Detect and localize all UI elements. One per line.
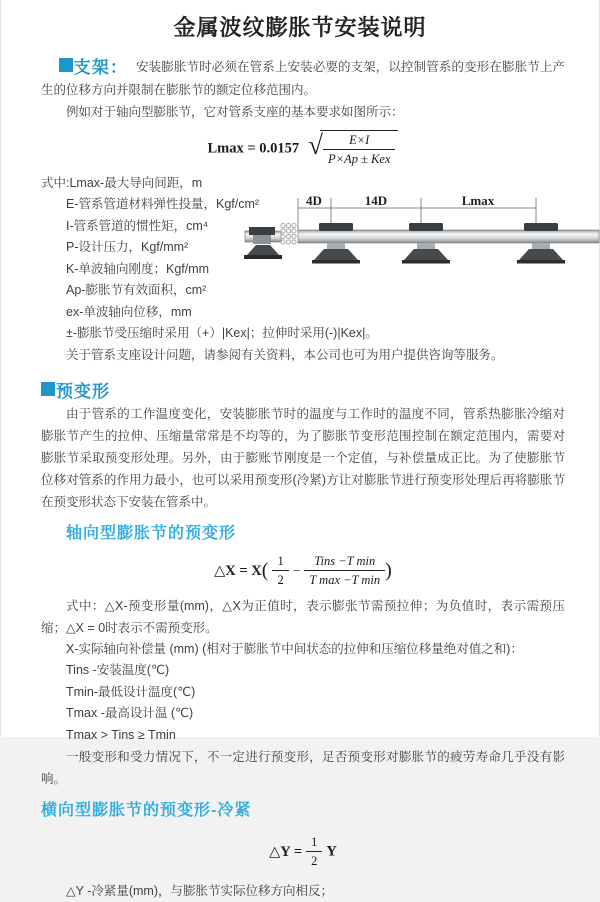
support-section-heading: 支架：	[73, 58, 128, 77]
definition-item: X-实际轴向补偿量 (mm) (相对于膨胀节中间状态的拉伸和压缩位移量绝对值之和)：	[66, 641, 523, 656]
page-title: 金属波纹膨胀节安装说明	[173, 15, 427, 40]
one-half-fraction: $\frac{1}{2}$	[272, 553, 288, 589]
definition-item: Tmax -最高设计温 (℃)	[66, 706, 194, 720]
bellows-icon	[281, 223, 296, 244]
predeform-body-text: 由于管系的工作温度变化，安装膨胀节时的温度与工作时的温度不同，管系热膨胀冷缩对膨胀节产生的拉伸、压缩量常常是不均等的，为了膨胀节变形范围控制在额定范围内，需要对膨胀节采取预变形处理。另外，由于膨账节刚度是一个定值，与补偿量成正比。为了使膨胀节位移对管系的作用力最小，也可以采用预变形(冷紧)方让对膨胀节进行预变形处理后再将膨胀节在预变形状态下安装在管系中。	[41, 407, 565, 509]
dim-label-4d: 4D	[306, 193, 322, 208]
section-marker-icon	[41, 382, 55, 396]
dim-label-lmax: Lmax	[461, 193, 495, 208]
formula-denominator: P×Ap ± Kex	[327, 152, 391, 167]
definition-item: Ap-膨胀节有效面积，cm²	[66, 283, 207, 297]
minus-sign: −	[292, 562, 301, 578]
axial-predeform-formula	[41, 553, 565, 589]
axial-explain-text: 式中：△X-预变形量(mm)，△X为正值时，表示膨张节需预拉伸；为负值时，表示需预压缩；△X = 0时表示不需预变形。	[41, 598, 565, 635]
support-note-text: 关于管系支座设计问题，请参阅有关资料，本公司也可为用户提供咨询等服务。	[66, 347, 504, 362]
pipe-support-diagram	[241, 192, 599, 288]
guide-spacing-formula	[41, 130, 565, 168]
definition-item: I-管系管道的惯性矩，cm⁴	[66, 218, 209, 233]
one-half-fraction: $\frac{1}{2}$	[306, 834, 322, 870]
definition-item: ex-单波轴向位移，mm	[66, 304, 192, 319]
close-paren: )	[385, 559, 392, 582]
formula-lhs: Lmax = 0.0157	[207, 140, 300, 157]
lateral-note-text: △Y -冷紧量(mm)，与膨胀节实际位移方向相反；	[66, 883, 334, 898]
definition-item: P-设计压力，Kgf/mm²	[66, 240, 189, 254]
axial-subsection-heading: 轴向型膨胀节的预变形	[66, 525, 237, 542]
dim-label-14d: 14D	[364, 193, 388, 208]
pipe	[245, 230, 599, 243]
section-marker-icon	[59, 58, 73, 72]
support-example-text: 例如对于轴向型膨胀节，它对管系支座的基本要求如图所示：	[66, 105, 404, 119]
radical-expression	[308, 130, 398, 168]
definition-item: Tmin-最低设计温度(℃)	[66, 684, 196, 699]
formula-numerator: E×I	[323, 132, 396, 150]
formula-lhs: △Y =	[269, 843, 303, 860]
support-section-paragraph	[41, 56, 565, 101]
temperature-ratio-fraction: $\frac{\text{Tins −T min}}{\text{T max −T min}}$	[304, 553, 385, 589]
definition-item: 式中:Lmax-最大导向间距，m	[41, 175, 203, 190]
definition-item: ±-膨胀节受压缩时采用（+）|Kex|；拉伸时采用(-)|Kex|。	[66, 326, 378, 340]
definition-item: Tmax > Tins ≥ Tmin	[66, 727, 176, 742]
axial-note-text: 一般变形和受力情况下，不一定进行预变形，足否预变形对膨胀节的疲劳寿命几乎没有影响。	[41, 750, 565, 786]
definition-item: E-管系管道材料弹性投量，Kgf/cm²	[66, 197, 260, 211]
formula-lhs: △X = X	[214, 562, 262, 579]
radical-sign-icon: √	[308, 130, 323, 160]
temperature-definitions-list	[41, 639, 565, 747]
open-paren: (	[261, 559, 269, 582]
formula-rhs: Y	[326, 843, 337, 860]
support-intro-text: 安装膨胀节时必须在管系上安装必要的支架，以控制管系的变形在膨胀节上产生的位移方向并限制在膨胀节的额定位移范围内。	[41, 60, 566, 97]
definition-item: Tins -安装温度(℃)	[66, 663, 170, 677]
lateral-subsection-heading: 横向型膨胀节的预变形-冷紧	[41, 802, 252, 819]
predeform-section-heading: 预变形	[56, 382, 110, 401]
predeform-heading-line	[41, 380, 565, 403]
lateral-coldpull-formula	[41, 834, 565, 870]
definition-item: K-单波轴向刚度；Kgf/mm	[66, 261, 210, 276]
